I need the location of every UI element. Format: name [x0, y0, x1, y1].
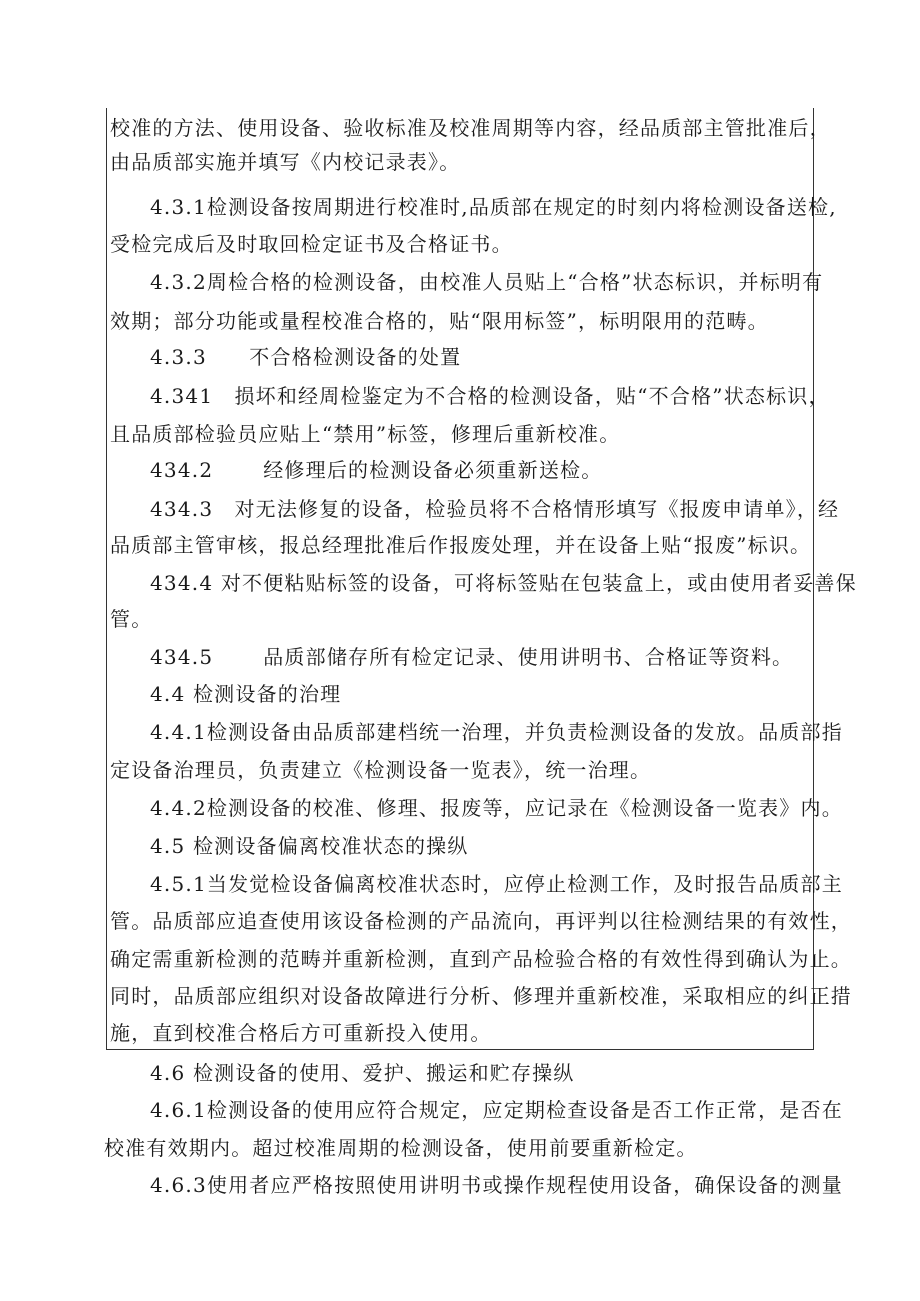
text-line: 4.3.1检测设备按周期进行校准时,品质部在规定的时刻内将检测设备送检,: [150, 195, 837, 219]
text-line: 4.6.3使用者应严格按照使用讲明书或操作规程使用设备，确保设备的测量: [150, 1173, 843, 1197]
text-line: 434.2 经修理后的检测设备必须重新送检。: [150, 458, 603, 482]
text-line: 由品质部实施并填写《内校记录表》。: [110, 150, 461, 174]
text-line: 4.341 损坏和经周检鉴定为不合格的检测设备，贴“不合格”状态标识，: [150, 384, 830, 408]
section-heading: 4.6 检测设备的使用、爱护、搬运和贮存操纵: [150, 1061, 575, 1085]
text-line: 管。: [110, 607, 153, 631]
text-line: 4.4.1检测设备由品质部建档统一治理，并负责检测设备的发放。品质部指: [150, 720, 843, 744]
text-line: 校准的方法、使用设备、验收标准及校准周期等内容，经品质部主管批准后，: [110, 116, 831, 140]
text-line: 4.3.2周检合格的检测设备，由校准人员贴上“合格”状态标识，并标明有: [150, 270, 824, 294]
section-heading: 4.4 检测设备的治理: [150, 682, 342, 706]
text-line: 品质部主管审核，报总经理批准后作报废处理，并在设备上贴“报废”标识。: [110, 533, 812, 557]
text-line: 4.5.1当发觉检设备偏离校准状态时，应停止检测工作，及时报告品质部主: [150, 872, 843, 896]
text-line: 确定需重新检测的范畴并重新检测，直到产品检验合格的有效性得到确认为止。: [110, 947, 852, 971]
text-line: 校准有效期内。超过校准周期的检测设备，使用前要重新检定。: [104, 1136, 698, 1160]
text-line: 4.4.2检测设备的校准、修理、报废等，应记录在《检测设备一览表》内。: [150, 796, 843, 820]
text-line: 受检完成后及时取回检定证书及合格证书。: [110, 232, 513, 256]
section-heading: 4.5 检测设备偏离校准状态的操纵: [150, 834, 469, 858]
text-line: 且品质部检验员应贴上“禁用”标签，修理后重新校准。: [110, 422, 621, 446]
text-line: 同时，品质部应组织对设备故障进行分析、修理并重新校准，采取相应的纠正措: [110, 984, 852, 1008]
text-line: 施，直到校准合格后方可重新投入使用。: [110, 1021, 492, 1045]
text-line: 434.4 对不便粘贴标签的设备，可将标签贴在包装盒上，或由使用者妥善保: [150, 571, 857, 595]
section-heading: 4.3.3 不合格检测设备的处置: [150, 345, 462, 369]
text-line: 4.6.1检测设备的使用应符合规定，应定期检查设备是否工作正常，是否在: [150, 1098, 843, 1122]
text-line: 434.5 品质部储存所有检定记录、使用讲明书、合格证等资料。: [150, 645, 794, 669]
text-line: 管。品质部应追查使用该设备检测的产品流向，再评判以往检测结果的有效性，: [110, 909, 852, 933]
text-line: 效期；部分功能或量程校准合格的，贴“限用标签”，标明限用的范畴。: [110, 309, 769, 333]
text-line: 434.3 对无法修复的设备，检验员将不合格情形填写《报废申请单》，经: [150, 497, 840, 521]
text-line: 定设备治理员，负责建立《检测设备一览表》，统一治理。: [110, 758, 652, 782]
